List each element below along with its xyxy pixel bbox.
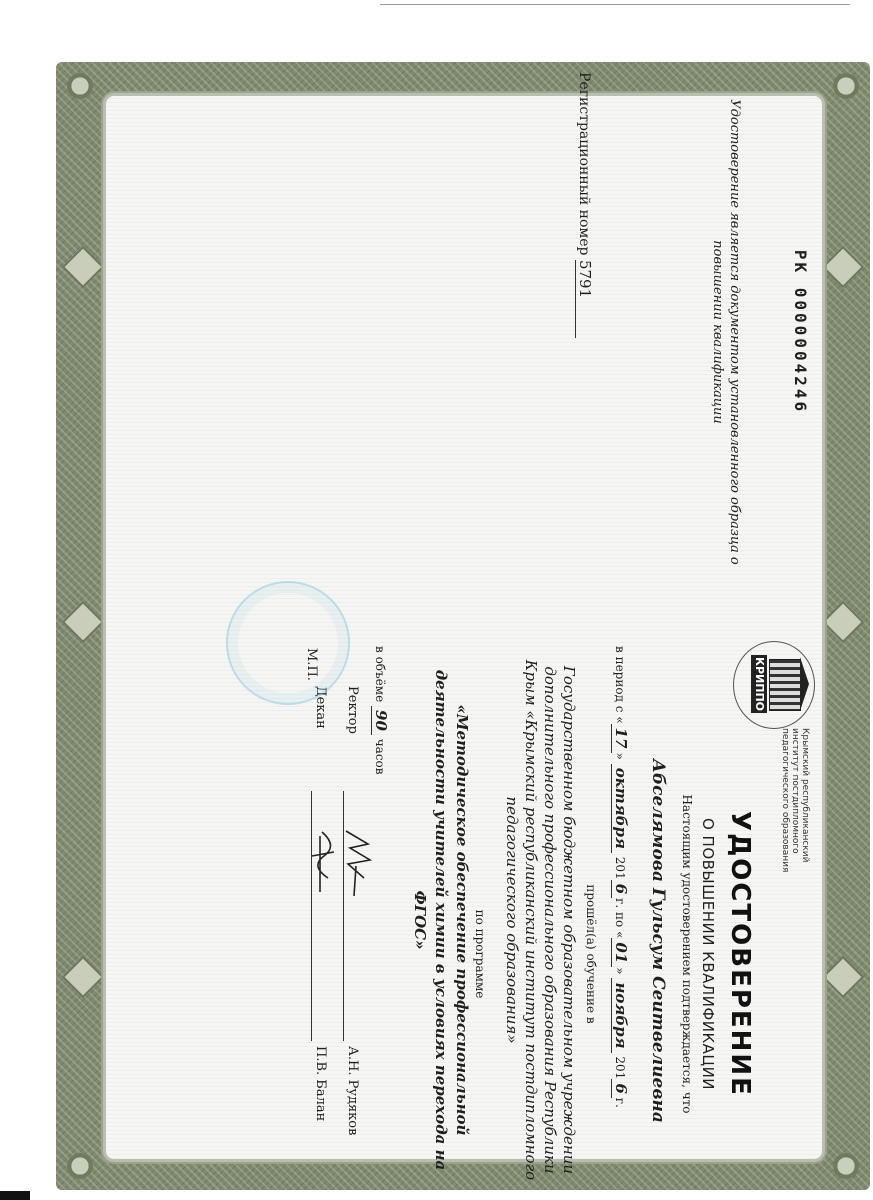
dean-role: Декан — [313, 686, 328, 729]
volume-prefix: в объёме — [373, 646, 387, 703]
hours-unit: часов — [373, 738, 387, 775]
period-to: г. по « — [613, 898, 627, 939]
rector-signature-line — [343, 791, 344, 1041]
end-year-digit: 6 — [611, 1079, 630, 1097]
study-period — [612, 646, 630, 1186]
registration-row — [576, 72, 594, 338]
end-year-prefix: 201 — [613, 1056, 627, 1080]
period-quote: » — [613, 752, 627, 760]
back-panel — [56, 62, 870, 636]
reg-label: Регистрационный номер — [576, 72, 592, 256]
dean-signature — [308, 826, 342, 906]
end-month: ноября — [611, 978, 630, 1052]
course-volume — [372, 646, 390, 846]
passed-text: прошёл(а) обучение в — [584, 884, 598, 1024]
start-year-digit: 6 — [611, 880, 630, 898]
scan-edge-line — [380, 4, 850, 5]
logo-arc-text: Крымский республиканский институт постдипломного педагогического образования — [780, 728, 810, 873]
program-title: «Методическое обеспечение профессиональной деятельности учителей химии в условиях перехода на ФГОС» — [411, 669, 471, 1171]
institute-logo — [735, 641, 815, 727]
institution-name: Государственном бюджетном образовательном учреждении дополнительного профессионального образования Республики Крым «Крымский республиканский институт постдипломного педагогического образования» — [503, 659, 578, 1181]
hours-value: 90 — [371, 706, 390, 735]
rector-role: Ректор — [345, 686, 360, 734]
start-day: 17 — [611, 724, 630, 753]
seal-label: М.П. — [304, 648, 319, 681]
reg-value: 5791 — [575, 260, 594, 338]
confirm-text: Настоящим удостоверением подтверждается, что — [680, 794, 694, 1114]
scan-edge-mark — [0, 1191, 30, 1200]
dean-signature-row — [306, 636, 330, 1190]
validity-note: Удостоверение является документом установленного образца о повышении квалификации — [710, 99, 742, 565]
start-month: октября — [611, 764, 630, 853]
year-prefix: 201 — [613, 856, 627, 880]
program-label: по программе — [473, 909, 487, 999]
logo-roof-icon — [800, 657, 809, 711]
end-day: 01 — [611, 938, 630, 967]
rector-signature-row — [338, 636, 362, 1190]
main-panel — [56, 636, 870, 1190]
certificate-title: УДОСТОВЕРЕНИЕ — [725, 811, 755, 1097]
period-suffix: г. — [613, 1097, 627, 1108]
dean-name: П.В. Балан — [313, 1046, 328, 1122]
rector-signature — [340, 826, 374, 906]
period-quote: » — [613, 967, 627, 975]
dean-signature-line — [311, 791, 312, 1041]
series-number: РК 0000004246 — [791, 249, 810, 415]
person-name: Абселямова Гульсум Сеитвелиевна — [648, 759, 668, 1123]
certificate-content — [56, 62, 870, 1190]
building-icon — [769, 659, 801, 711]
certificate-subtitle: О ПОВЫШЕНИИ КВАЛИФИКАЦИИ — [699, 817, 717, 1091]
logo-abbr: КРИППО — [753, 656, 766, 712]
rector-name: А.Н. Рудяков — [345, 1046, 360, 1136]
period-prefix: в период с « — [613, 646, 627, 724]
